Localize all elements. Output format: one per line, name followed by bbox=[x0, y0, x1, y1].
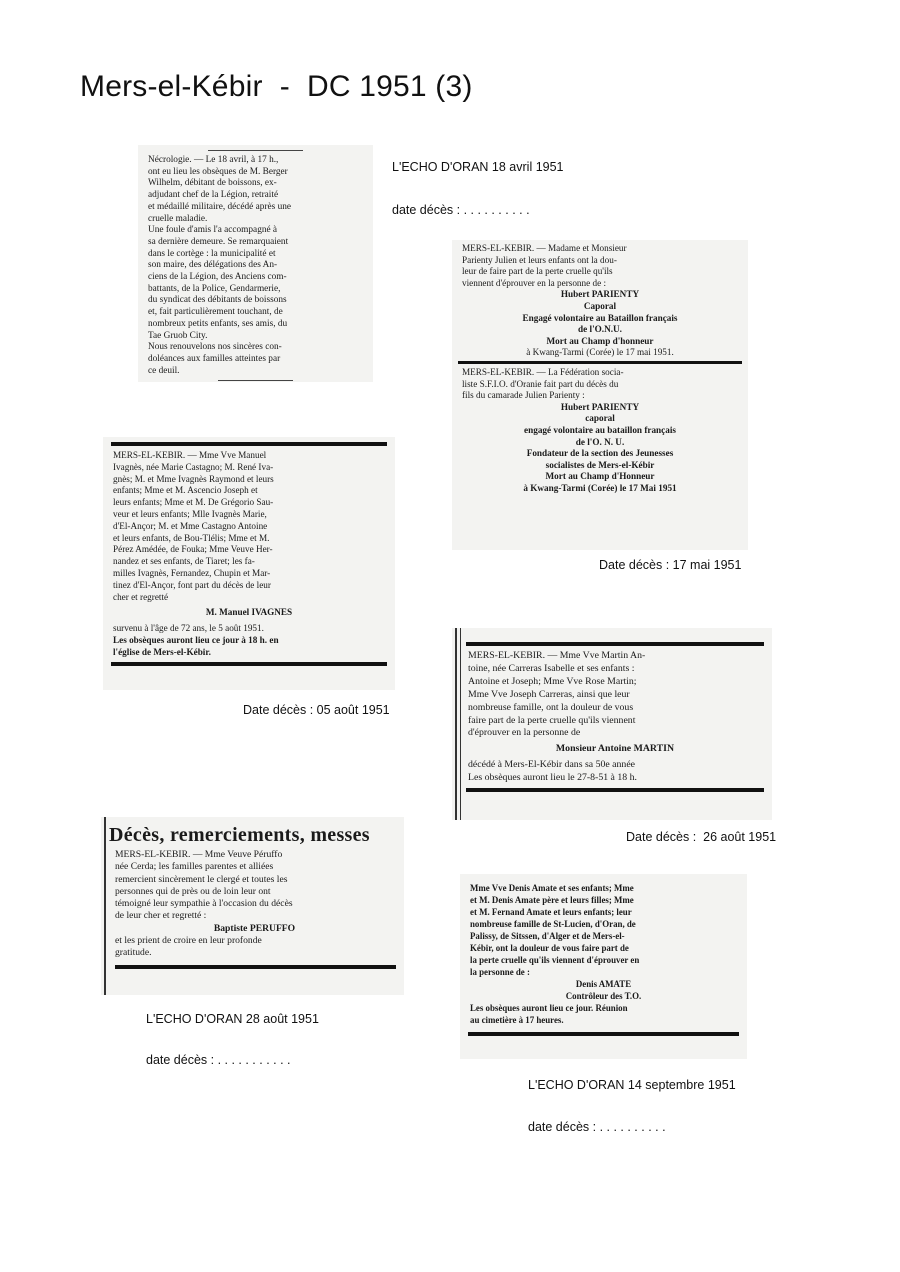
text-line: leur de faire part de la perte cruelle qu'ils bbox=[462, 266, 613, 277]
text-line: Nécrologie. — Le 18 avril, à 17 h., bbox=[148, 155, 279, 165]
text-line: MERS-EL-KEBIR. — Madame et Monsieur bbox=[462, 243, 627, 253]
text-line: Une foule d'amis l'a accompagné à bbox=[148, 225, 278, 236]
text-line: née Cerda; les familles parentes et alliées bbox=[115, 861, 274, 873]
clip-edge-left-inner bbox=[460, 628, 461, 820]
caption-date-6: date décès : . . . . . . . . . . bbox=[528, 1120, 666, 1134]
text-line: nombreuse famille de St-Lucien, d'Oran, de bbox=[470, 919, 636, 929]
clipping-parienty-notices bbox=[452, 240, 748, 550]
deceased-role: Contrôleur des T.O. bbox=[565, 991, 642, 1001]
text-line: sa dernière demeure. Se remarquaient bbox=[148, 236, 289, 247]
text-line: Pérez Amédée, de Fouka; Mme Veuve Her- bbox=[113, 544, 273, 555]
caption-source-6: L'ECHO D'ORAN 14 septembre 1951 bbox=[528, 1078, 736, 1092]
caption-date-3: Date décès : 05 août 1951 bbox=[243, 703, 390, 717]
section-heading: Décès, remerciements, messes bbox=[109, 824, 370, 846]
text-line: ciens de la Légion, des Anciens com- bbox=[148, 272, 287, 283]
text-line: gratitude. bbox=[115, 947, 152, 959]
bottom-divider bbox=[218, 380, 293, 381]
clip1-text bbox=[138, 155, 373, 377]
text-line: du syndicat des débitants de boissons bbox=[148, 295, 287, 306]
text-line: toine, née Carreras Isabelle et ses enfants : bbox=[468, 662, 635, 674]
caption-date-5: date décès : . . . . . . . . . . . bbox=[146, 1053, 291, 1067]
clip-edge-left bbox=[104, 817, 106, 995]
text-line: socialistes de Mers-el-Kébir bbox=[545, 459, 655, 470]
text-line: MERS-EL-KEBIR. — Mme Vve Manuel bbox=[113, 450, 267, 460]
text-line: de l'O. N. U. bbox=[575, 436, 625, 447]
deceased-name: Hubert PARIENTY bbox=[560, 289, 640, 300]
text-line: MERS-EL-KEBIR. — La Fédération socia- bbox=[462, 366, 624, 377]
text-line: la perte cruelle qu'ils viennent d'éprouver en bbox=[470, 955, 640, 965]
clip4-text bbox=[452, 650, 772, 785]
text-line: Palissy, de Sitssen, d'Alger et de Mers-el- bbox=[470, 931, 625, 941]
caption-source-5: L'ECHO D'ORAN 28 août 1951 bbox=[146, 1012, 319, 1026]
deceased-name: Hubert PARIENTY bbox=[560, 401, 640, 412]
deceased-rank: Caporal bbox=[583, 300, 617, 311]
text-line: Antoine et Joseph; Mme Vve Rose Martin; bbox=[468, 675, 637, 687]
text-line: Les obsèques auront lieu ce jour à 18 h. en bbox=[113, 634, 279, 645]
text-line: Wilhelm, débitant de boissons, ex- bbox=[148, 178, 277, 189]
text-line: ont eu lieu les obsèques de M. Berger bbox=[148, 166, 288, 177]
text-line: liste S.F.I.O. d'Oranie fait part du décès du bbox=[462, 378, 619, 389]
text-line: et M. Denis Amate père et leurs filles; Mme bbox=[470, 895, 634, 905]
text-line: battants, de la Police, Gendarmerie, bbox=[148, 283, 281, 294]
clipping-ivagnes-obituary bbox=[103, 437, 395, 690]
text-line: Ivagnès, née Marie Castagno; M. René Iva- bbox=[113, 461, 274, 472]
text-line: à Kwang-Tarmi (Corée) le 17 mai 1951. bbox=[526, 347, 674, 358]
clip6-text bbox=[460, 874, 747, 1026]
text-line: gnès; M. et Mme Ivagnès Raymond et leurs bbox=[113, 473, 274, 484]
text-line: nombreux petits enfants, ses amis, du bbox=[148, 318, 288, 329]
text-line: Mort au Champ d'honneur bbox=[546, 335, 654, 346]
text-line: MERS-EL-KEBIR. — Mme Vve Martin An- bbox=[468, 650, 646, 661]
bottom-rule bbox=[468, 1032, 739, 1036]
text-line: cher et regretté bbox=[113, 591, 169, 602]
clip2-notice-b bbox=[452, 364, 748, 495]
text-line: Fondateur de la section des Jeunesses bbox=[526, 448, 674, 459]
bottom-rule bbox=[111, 662, 387, 666]
caption-date-2: Date décès : 17 mai 1951 bbox=[599, 558, 742, 572]
top-divider bbox=[208, 150, 303, 151]
clipping-amate-obituary bbox=[460, 874, 747, 1059]
clip5-text bbox=[101, 849, 404, 960]
text-line: remercient sincèrement le clergé et toutes les bbox=[115, 873, 288, 885]
text-line: engagé volontaire au bataillon français bbox=[524, 424, 676, 435]
clip2-notice-a bbox=[452, 240, 748, 359]
text-line: et médaillé militaire, décédé après une bbox=[148, 201, 291, 212]
clip3-text bbox=[103, 450, 395, 659]
caption-date-4: Date décès : 26 août 1951 bbox=[626, 830, 777, 844]
clipping-berger-obituary bbox=[138, 145, 373, 382]
text-line: Mme Vve Joseph Carreras, ainsi que leur bbox=[468, 688, 630, 700]
top-rule bbox=[111, 442, 387, 446]
text-line: décédé à Mers-El-Kébir dans sa 50e année bbox=[468, 759, 636, 771]
deceased-rank: caporal bbox=[585, 413, 615, 424]
text-line: à Kwang-Tarmi (Corée) le 17 Mai 1951 bbox=[523, 482, 677, 493]
text-line: son maire, des délégations des An- bbox=[148, 260, 278, 271]
top-rule bbox=[466, 642, 764, 646]
bottom-rule bbox=[466, 788, 764, 792]
text-line: au cimetière à 17 heures. bbox=[470, 1015, 564, 1025]
text-line: adjudant chef de la Légion, retraité bbox=[148, 190, 279, 201]
clipping-peruffo-thanks bbox=[101, 817, 404, 995]
text-line: Les obsèques auront lieu ce jour. Réunion bbox=[470, 1003, 628, 1013]
text-line: et les prient de croire en leur profonde bbox=[115, 935, 262, 947]
text-line: cruelle maladie. bbox=[148, 213, 208, 224]
text-line: la personne de : bbox=[470, 967, 530, 977]
text-line: Kébir, ont la douleur de vous faire part de bbox=[470, 943, 629, 953]
text-line: veur et leurs enfants; Mlle Ivagnès Marie, bbox=[113, 508, 267, 519]
text-line: et, fait particulièrement touchant, de bbox=[148, 307, 283, 318]
clip-edge-left bbox=[455, 628, 457, 820]
text-line: tinez d'El-Ançor, font part du décès de leur bbox=[113, 579, 271, 590]
text-line: nombreuse famille, ont la douleur de vous bbox=[468, 701, 634, 713]
text-line: milles Ivagnès, Fernandez, Chupin et Mar- bbox=[113, 567, 271, 578]
deceased-name: Baptiste PERUFFO bbox=[213, 922, 296, 934]
text-line: témoigné leur sympathie à l'occasion du décès bbox=[115, 898, 293, 910]
text-line: faire part de la perte cruelle qu'ils viennent bbox=[468, 714, 636, 726]
text-line: nandez et ses enfants, de Tiaret; les fa- bbox=[113, 556, 255, 567]
text-line: survenu à l'âge de 72 ans, le 5 août 1951. bbox=[113, 623, 264, 634]
text-line: et leurs enfants, de Bou-Tlélis; Mme et M. bbox=[113, 532, 270, 543]
text-line: l'église de Mers-el-Kébir. bbox=[113, 646, 211, 657]
caption-date-1: date décès : . . . . . . . . . . bbox=[392, 203, 530, 217]
text-line: d'éprouver en la personne de bbox=[468, 727, 581, 739]
text-line: fils du camarade Julien Parienty : bbox=[462, 390, 585, 401]
text-line: doléances aux familles atteintes par bbox=[148, 353, 281, 364]
text-line: Tae Gruob City. bbox=[148, 330, 208, 341]
text-line: viennent d'éprouver en la personne de : bbox=[462, 277, 607, 288]
text-line: ce deuil. bbox=[148, 365, 180, 376]
text-line: dans le cortège : la municipalité et bbox=[148, 248, 276, 259]
text-line: personnes qui de près ou de loin leur ont bbox=[115, 885, 271, 897]
deceased-name: Denis AMATE bbox=[575, 979, 632, 989]
text-line: de leur cher et regretté : bbox=[115, 910, 207, 922]
text-line: d'El-Ançor; M. et Mme Castagno Antoine bbox=[113, 520, 268, 531]
text-line: leurs enfants; Mme et M. De Grégorio Sau- bbox=[113, 497, 274, 508]
text-line: Mort au Champ d'Honneur bbox=[545, 471, 655, 482]
text-line: enfants; Mme et M. Ascencio Joseph et bbox=[113, 485, 258, 496]
page-title: Mers-el-Kébir - DC 1951 (3) bbox=[80, 70, 473, 103]
caption-source-1: L'ECHO D'ORAN 18 avril 1951 bbox=[392, 160, 564, 174]
text-line: Engagé volontaire au Bataillon français bbox=[522, 312, 678, 323]
text-line: MERS-EL-KEBIR. — Mme Veuve Péruffo bbox=[115, 849, 283, 860]
text-line: Les obsèques auront lieu le 27-8-51 à 18 h. bbox=[468, 772, 637, 784]
text-line: et M. Fernand Amate et leurs enfants; leur bbox=[470, 907, 632, 917]
text-line: Nous renouvelons nos sincères con- bbox=[148, 342, 282, 353]
deceased-name: Monsieur Antoine MARTIN bbox=[555, 743, 675, 755]
bottom-rule bbox=[115, 965, 396, 969]
deceased-name: M. Manuel IVAGNES bbox=[205, 607, 293, 618]
text-line: Parienty Julien et leurs enfants ont la dou- bbox=[462, 254, 617, 265]
text-line: de l'O.N.U. bbox=[578, 324, 622, 335]
clipping-martin-obituary bbox=[452, 628, 772, 820]
text-line: Mme Vve Denis Amate et ses enfants; Mme bbox=[470, 883, 634, 893]
